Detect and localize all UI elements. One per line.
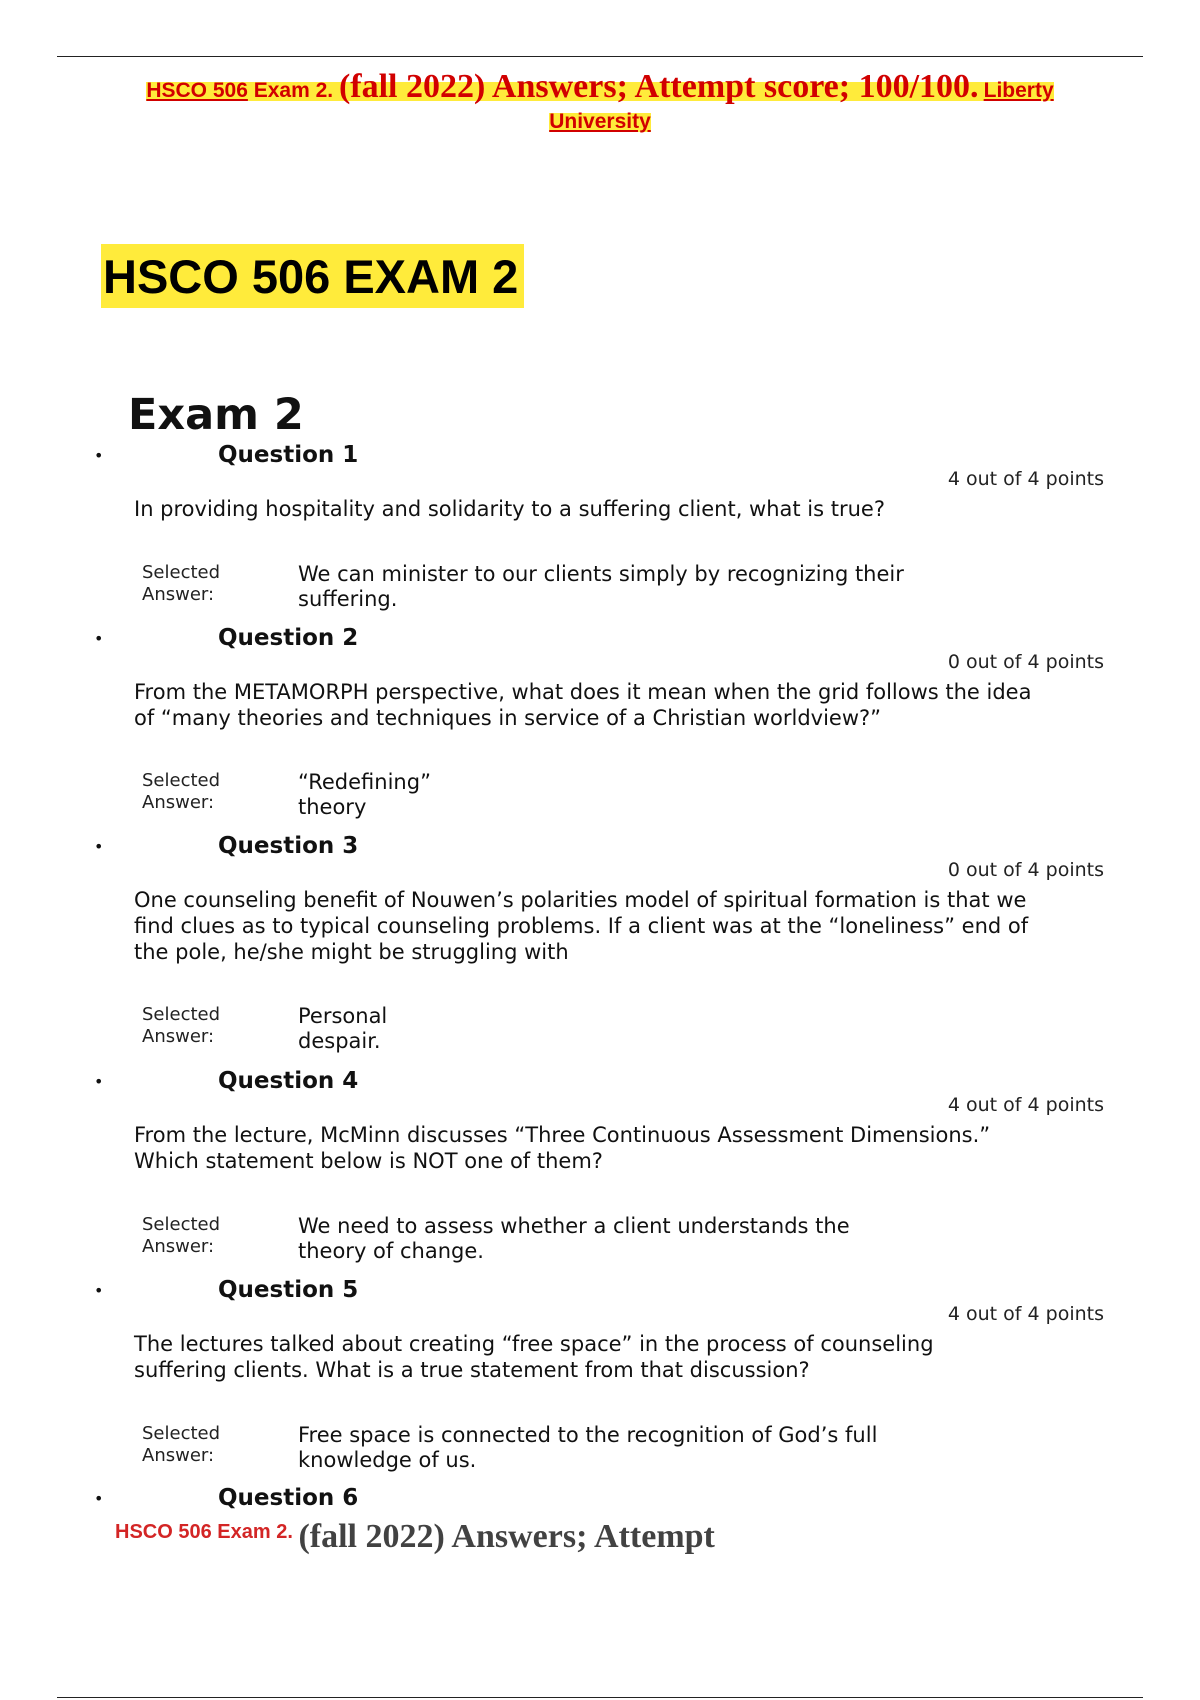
- selected-answer-label: [142, 562, 272, 606]
- selected-answer-label: [142, 770, 272, 814]
- question-points: 4 out of 4 points: [947, 468, 1104, 490]
- question-points: 0 out of 4 points: [947, 651, 1104, 673]
- selected-answer-text: Free space is connected to the recognition of God’s full knowledge of us.: [298, 1423, 878, 1472]
- selected-answer-text: Personal despair.: [298, 1004, 388, 1053]
- selected-answer-text: “Redefining” theory: [298, 770, 431, 819]
- selected-answer-label-line1: Selected: [142, 1423, 221, 1444]
- cut-off-header-repeat: [115, 1518, 835, 1555]
- document-header-banner: [80, 68, 1120, 138]
- selected-answer-label-line1: Selected: [142, 770, 221, 791]
- bullet-icon: •: [94, 837, 104, 856]
- selected-answer-label-line1: Selected: [142, 1004, 221, 1025]
- university-link-line2[interactable]: University: [549, 110, 651, 133]
- selected-answer-label-line2: Answer:: [142, 1445, 215, 1466]
- question-title: Question 5: [218, 1277, 359, 1303]
- selected-answer-label-line2: Answer:: [142, 792, 215, 813]
- header-score-text: (fall 2022) Answers; Attempt score; 100/100.: [338, 68, 979, 105]
- bullet-icon: •: [94, 446, 104, 465]
- course-link[interactable]: HSCO 506: [146, 79, 248, 102]
- selected-answer-label: [142, 1004, 272, 1048]
- question-title: Question 4: [218, 1068, 359, 1094]
- selected-answer-label-line1: Selected: [142, 1214, 221, 1235]
- selected-answer-label-line1: Selected: [142, 562, 221, 583]
- selected-answer-label-line2: Answer:: [142, 584, 215, 605]
- question-title: Question 2: [218, 625, 359, 651]
- bullet-icon: •: [94, 1489, 104, 1508]
- question-text: In providing hospitality and solidarity to a suffering client, what is true?: [134, 497, 885, 521]
- question-points: 4 out of 4 points: [947, 1094, 1104, 1116]
- bullet-icon: •: [94, 1281, 104, 1300]
- exam-heading: Exam 2: [128, 390, 304, 440]
- bullet-icon: •: [94, 1072, 104, 1091]
- cut-off-header-big: (fall 2022) Answers; Attempt: [298, 1518, 715, 1555]
- question-title: Question 3: [218, 833, 359, 859]
- selected-answer-label: [142, 1423, 272, 1467]
- bottom-rule: [57, 1697, 1143, 1698]
- top-rule: [57, 56, 1143, 57]
- question-title: Question 6: [218, 1485, 359, 1511]
- question-text: The lectures talked about creating “free space” in the process of counseling suffering clients. What is a true statement from that discussion?: [134, 1332, 934, 1382]
- cut-off-header-small: HSCO 506 Exam 2.: [115, 1521, 299, 1543]
- header-exam-label: Exam 2.: [247, 79, 339, 102]
- selected-answer-label: [142, 1214, 272, 1258]
- question-points: 4 out of 4 points: [947, 1303, 1104, 1325]
- selected-answer-text: We can minister to our clients simply by recognizing their suffering.: [298, 562, 904, 611]
- bullet-icon: •: [94, 629, 104, 648]
- university-link[interactable]: Liberty: [983, 79, 1054, 102]
- question-text: From the lecture, McMinn discusses “Three Continuous Assessment Dimensions.” Which statement below is NOT one of them?: [134, 1123, 991, 1173]
- selected-answer-label-line2: Answer:: [142, 1026, 215, 1047]
- selected-answer-text: We need to assess whether a client understands the theory of change.: [298, 1214, 850, 1263]
- question-title: Question 1: [218, 442, 359, 468]
- document-title: HSCO 506 EXAM 2: [101, 244, 524, 308]
- question-text: One counseling benefit of Nouwen’s polarities model of spiritual formation is that we find clues as to typical counseling problems. If a client was at the “loneliness” end of the pole, he/she might be struggling with: [134, 888, 1029, 964]
- selected-answer-label-line2: Answer:: [142, 1236, 215, 1257]
- question-points: 0 out of 4 points: [947, 859, 1104, 881]
- question-text: From the METAMORPH perspective, what does it mean when the grid follows the idea of “many theories and techniques in service of a Christian worldview?”: [134, 680, 1032, 730]
